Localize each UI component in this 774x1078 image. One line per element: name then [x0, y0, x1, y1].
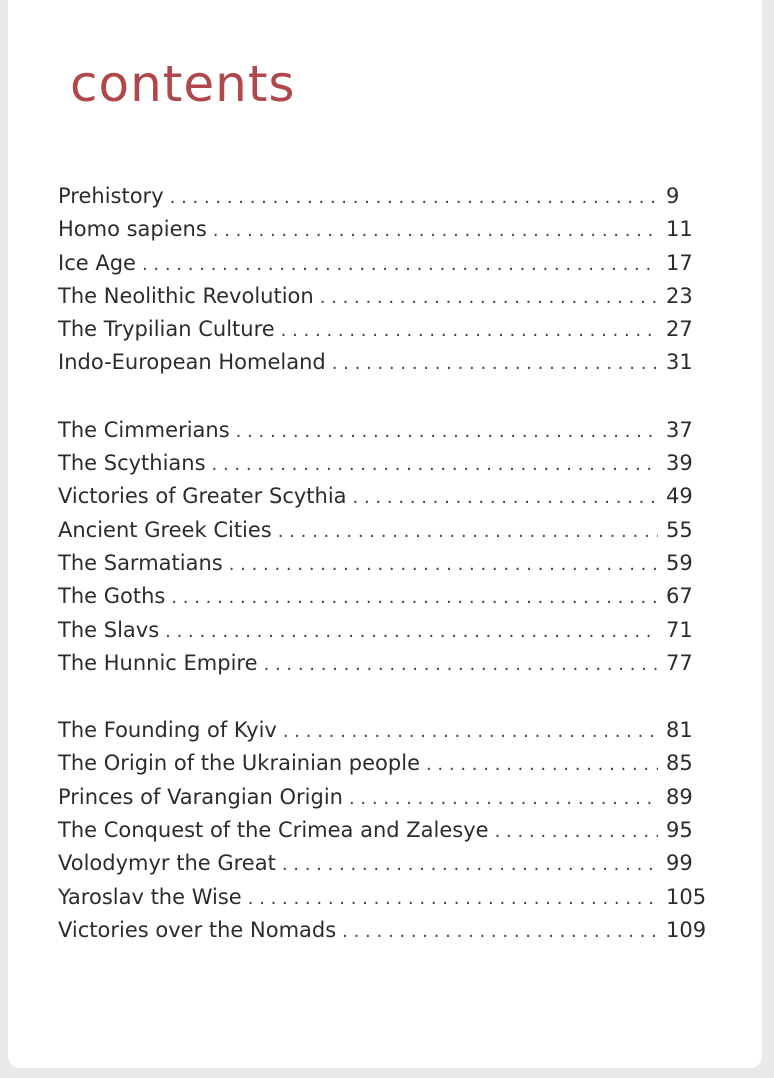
entry-title: Volodymyr the Great	[58, 851, 276, 876]
entry-title: The Trypilian Culture	[58, 317, 275, 342]
dot-leader	[342, 921, 658, 942]
dot-leader	[353, 487, 658, 508]
toc-entry[interactable]	[58, 618, 718, 651]
dot-leader	[165, 621, 658, 642]
entry-title: Ancient Greek Cities	[58, 517, 272, 542]
entry-title: The Origin of the Ukrainian people	[58, 751, 420, 776]
toc-section-2	[58, 418, 718, 684]
toc-entry[interactable]	[58, 284, 718, 317]
entry-page-number: 89	[666, 784, 693, 809]
dot-leader	[349, 788, 658, 809]
toc-section-3	[58, 718, 718, 951]
toc-entry[interactable]	[58, 251, 718, 284]
entry-title: Ice Age	[58, 250, 136, 275]
toc-entry[interactable]	[58, 418, 718, 451]
toc-section-1	[58, 184, 718, 384]
toc-entry[interactable]	[58, 451, 718, 484]
entry-page-number: 27	[666, 317, 693, 342]
entry-title: The Cimmerians	[58, 417, 230, 442]
entry-title: Princes of Varangian Origin	[58, 784, 343, 809]
dot-leader	[171, 587, 658, 608]
toc-entry[interactable]	[58, 651, 718, 684]
page-title: contents	[70, 55, 296, 113]
entry-page-number: 109	[666, 917, 707, 942]
dot-leader	[170, 187, 658, 208]
entry-page-number: 99	[666, 851, 693, 876]
document-page	[8, 0, 762, 1068]
dot-leader	[283, 721, 658, 742]
entry-title: The Slavs	[58, 617, 160, 642]
table-of-contents	[58, 184, 718, 951]
dot-leader	[248, 888, 658, 909]
toc-entry[interactable]	[58, 584, 718, 617]
dot-leader	[236, 421, 658, 442]
dot-leader	[282, 854, 658, 875]
dot-leader	[229, 554, 658, 575]
entry-page-number: 85	[666, 751, 693, 776]
toc-entry[interactable]	[58, 751, 718, 784]
entry-title: The Neolithic Revolution	[58, 283, 314, 308]
toc-entry[interactable]	[58, 217, 718, 250]
toc-entry[interactable]	[58, 818, 718, 851]
toc-entry[interactable]	[58, 851, 718, 884]
toc-entry[interactable]	[58, 350, 718, 383]
entry-title: Victories of Greater Scythia	[58, 484, 347, 509]
dot-leader	[495, 821, 658, 842]
entry-page-number: 71	[666, 617, 693, 642]
entry-title: Homo sapiens	[58, 217, 207, 242]
entry-title: The Hunnic Empire	[58, 650, 258, 675]
toc-entry[interactable]	[58, 518, 718, 551]
entry-title: The Goths	[58, 584, 166, 609]
toc-entry[interactable]	[58, 317, 718, 350]
entry-title: The Founding of Kyiv	[58, 718, 277, 743]
entry-page-number: 37	[666, 417, 693, 442]
entry-title: Indo-European Homeland	[58, 350, 326, 375]
entry-page-number: 11	[666, 217, 693, 242]
toc-entry[interactable]	[58, 484, 718, 517]
entry-title: Prehistory	[58, 184, 164, 208]
entry-page-number: 31	[666, 350, 693, 375]
dot-leader	[212, 454, 658, 475]
entry-page-number: 67	[666, 584, 693, 609]
dot-leader	[278, 521, 658, 542]
toc-entry[interactable]	[58, 918, 718, 951]
entry-page-number: 77	[666, 650, 693, 675]
entry-title: The Sarmatians	[58, 550, 223, 575]
dot-leader	[264, 654, 659, 675]
dot-leader	[281, 320, 658, 341]
entry-title: The Conquest of the Crimea and Zalesye	[58, 818, 489, 843]
toc-entry[interactable]	[58, 551, 718, 584]
dot-leader	[332, 353, 658, 374]
entry-page-number: 95	[666, 818, 693, 843]
entry-title: Victories over the Nomads	[58, 917, 337, 942]
toc-entry[interactable]	[58, 718, 718, 751]
toc-entry[interactable]	[58, 785, 718, 818]
entry-title: Yaroslav the Wise	[58, 884, 242, 909]
entry-page-number: 39	[666, 451, 693, 476]
entry-page-number: 55	[666, 517, 693, 542]
entry-page-number: 49	[666, 484, 693, 509]
entry-page-number: 81	[666, 718, 693, 743]
dot-leader	[142, 254, 658, 275]
entry-title: The Scythians	[58, 451, 206, 476]
dot-leader	[213, 220, 658, 241]
dot-leader	[320, 287, 658, 308]
entry-page-number: 59	[666, 550, 693, 575]
entry-page-number: 105	[666, 884, 707, 909]
entry-page-number: 9	[666, 184, 680, 208]
dot-leader	[426, 754, 658, 775]
entry-page-number: 23	[666, 283, 693, 308]
toc-entry[interactable]	[58, 885, 718, 918]
toc-entry[interactable]	[58, 184, 718, 217]
entry-page-number: 17	[666, 250, 693, 275]
